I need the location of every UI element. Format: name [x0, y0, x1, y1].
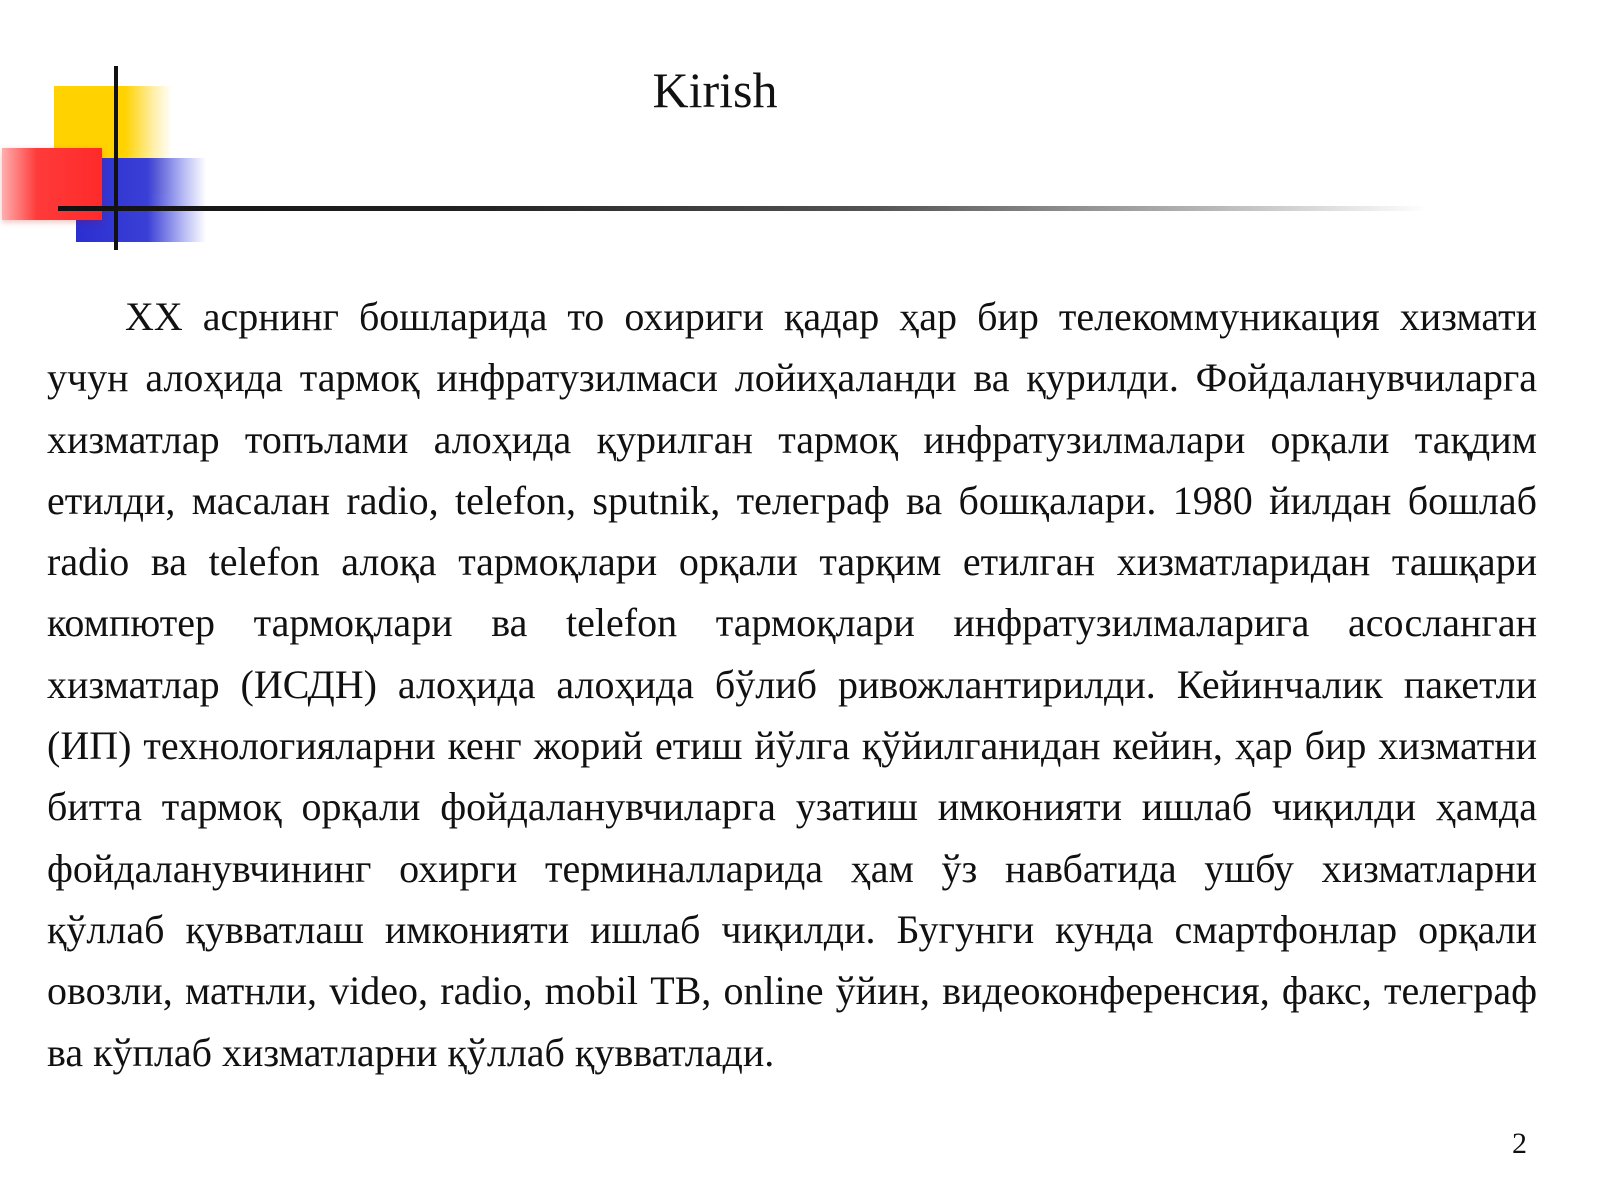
- title-underline-rule: [58, 206, 1428, 211]
- body-paragraph: XX асрнинг бошларида то охириги қадар ҳар бир телекоммуникация хизмати учун алоҳида тармоқ инфратузилмаси лойиҳаланди ва қурилди. Фойдаланувчиларга хизматлар топълами алоҳида қурилган тармоқ инфратузилмалари орқали тақдим етилди, масалан radio, telefon, sputnik, телеграф ва бошқалари. 1980 йилдан бошлаб radio ва telefon алоқа тармоқлари орқали тарқим етилган хизматларидан ташқари компютер тармоқлари ва telefon тармоқлари инфратузилмаларига асосланган хизматлар (ИСДН) алоҳида алоҳида бўлиб ривожлантирилди. Кейинчалик пакетли (ИП) технологияларни кенг жорий етиш йўлга қўйилганидан кейин, ҳар бир хизматни битта тармоқ орқали фойдаланувчиларга узатиш имконияти ишлаб чиқилди ҳамда фойдаланувчининг охирги терминалларида ҳам ўз навбатида ушбу хизматларни қўллаб қувватлаш имконияти ишлаб чиқилди. Бугунги кунда смартфонлар орқали овозли, матнли, video, radio, mobil ТВ, online ўйин, видеоконференсия, факс, телеграф ва кўплаб хизматларни қўллаб қувватлади.: [47, 294, 1537, 1075]
- corner-decoration: [0, 0, 1600, 260]
- slide-title: Kirish: [652, 62, 778, 118]
- page-number: 2: [1512, 1127, 1527, 1160]
